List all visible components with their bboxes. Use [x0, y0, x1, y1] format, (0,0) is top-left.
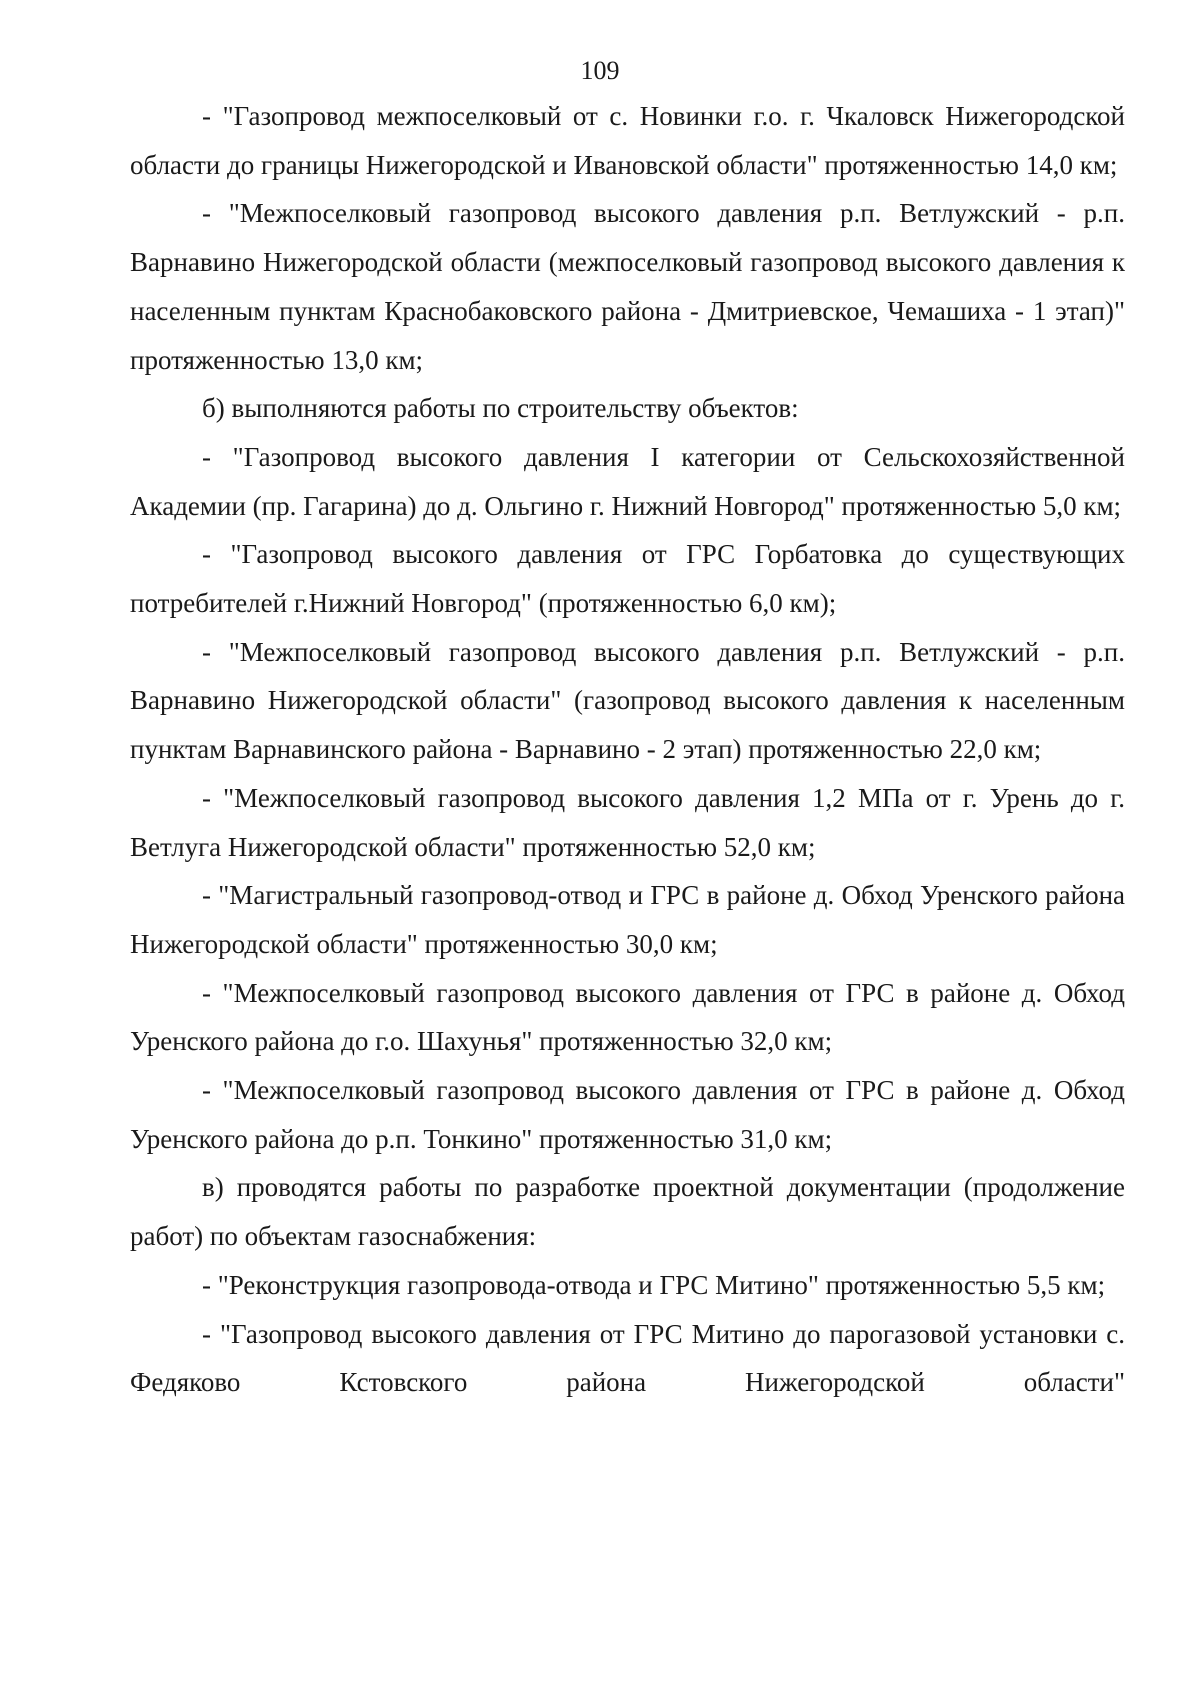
document-body: [130, 92, 1125, 1407]
paragraph-gas-pipeline-mitino-fedyakovo: - "Газопровод высокого давления от ГРС Митино до парогазовой установки с. Федяково Кстовского района Нижегородской области": [130, 1318, 1125, 1398]
paragraph-gas-pipeline-tonkino: - "Межпоселковый газопровод высокого давления от ГРС в районе д. Обход Уренского района до р.п. Тонкино" протяженностью 31,0 км;: [130, 1075, 1125, 1154]
paragraph-gas-pipeline-academy: - "Газопровод высокого давления I категории от Сельскохозяйственной Академии (пр. Гагарина) до д. Ольгино г. Нижний Новгород" протяженностью 5,0 км;: [130, 441, 1125, 521]
paragraph-gas-pipeline-shakhunya: - "Межпоселковый газопровод высокого давления от ГРС в районе д. Обход Уренского района до г.о. Шахунья" протяженностью 32,0 км;: [130, 977, 1125, 1057]
paragraph-reconstruction-mitino: - "Реконструкция газопровода-отвода и ГРС Митино" протяженностью 5,5 км;: [202, 1269, 1106, 1300]
paragraph-gas-pipeline-vetluzhsky-stage2: - "Межпоселковый газопровод высокого давления р.п. Ветлужский - р.п. Варнавино Нижегородской области" (газопровод высокого давления к населенным пунктам Варнавинского района - Варнавино - 2 этап) протяженностью 22,0 км;: [130, 636, 1125, 765]
paragraph-main-gas-pipeline-obkhod: - "Магистральный газопровод-отвод и ГРС в районе д. Обход Уренского района Нижегородской области" протяженностью 30,0 км;: [130, 880, 1125, 959]
paragraph-design-heading: в) проводятся работы по разработке проектной документации (продолжение работ) по объектам газоснабжения:: [130, 1172, 1125, 1252]
paragraph-gas-pipeline-novinki: - "Газопровод межпоселковый от с. Новинки г.о. г. Чкаловск Нижегородской области до границы Нижегородской и Ивановской области" протяженностью 14,0 км;: [130, 101, 1125, 180]
paragraph-gas-pipeline-vetluzhsky-stage1: - "Межпоселковый газопровод высокого давления р.п. Ветлужский - р.п. Варнавино Нижегородской области (межпоселковый газопровод высокого давления к населенным пунктам Краснобаковского района - Дмитриевское, Чемашиха - 1 этап)" протяженностью 13,0 км;: [130, 198, 1125, 375]
paragraph-construction-heading: б) выполняются работы по строительству объектов:: [202, 393, 799, 424]
paragraph-gas-pipeline-uren-vetluga: - "Межпоселковый газопровод высокого давления 1,2 МПа от г. Урень до г. Ветлуга Нижегородской области" протяженностью 52,0 км;: [130, 782, 1125, 862]
paragraph-gas-pipeline-gorbatovka: - "Газопровод высокого давления от ГРС Горбатовка до существующих потребителей г.Нижний Новгород" (протяженностью 6,0 км);: [130, 539, 1125, 619]
page-number: 109: [580, 56, 620, 85]
